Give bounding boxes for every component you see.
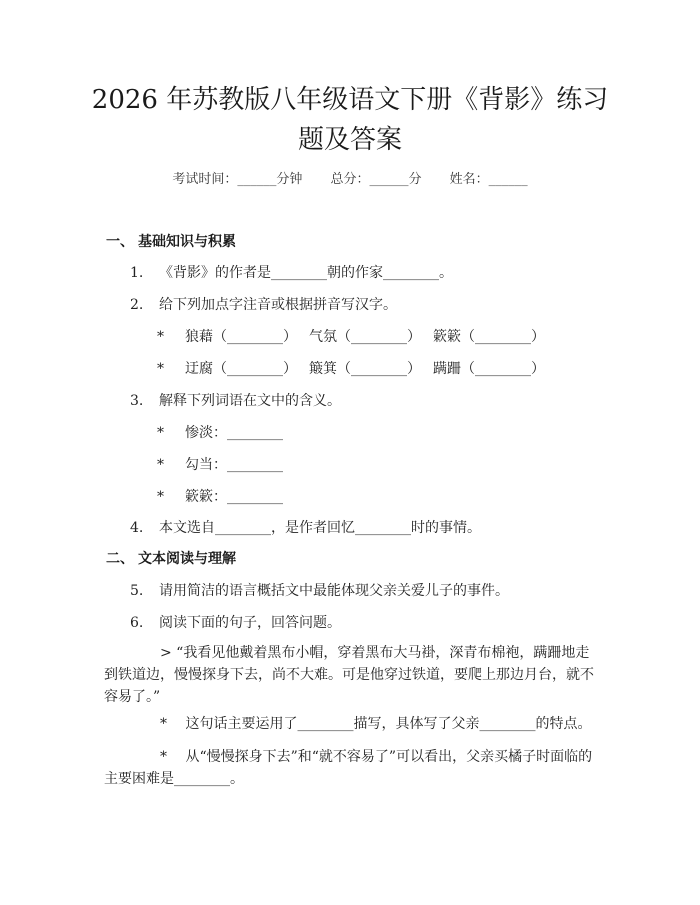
question-3-item-3: * 簌簌：________ (157, 489, 283, 505)
question-2: 2. 给下列加点字注音或根据拼音写汉字。 (130, 297, 397, 313)
section-heading-2: 二、 文本阅读与理解 (106, 551, 236, 567)
exam-time-field: 考试时间：______分钟 (172, 172, 303, 187)
question-4: 4. 本文选自________，是作者回忆________时的事情。 (130, 520, 481, 536)
question-6-quote: > “我看见他戴着黑布小帽，穿着黑布大马褂，深青布棉袍，蹒跚地走到铁道边，慢慢探身下去，尚不大难。可是他穿过铁道，要爬上那边月台，就不容易了。” (104, 645, 594, 705)
question-2-row-1: * 狼藉（________） 气氛（________） 簌簌（________） (157, 329, 545, 345)
question-6-sub-1: * 这句话主要运用了________描写，具体写了父亲________的特点。 (160, 716, 592, 732)
question-3: 3. 解释下列词语在文中的含义。 (130, 393, 341, 409)
question-1: 1. 《背影》的作者是________朝的作家________。 (130, 265, 453, 281)
total-score-field: 总分：______分 (330, 172, 422, 187)
question-6: 6. 阅读下面的句子，回答问题。 (130, 615, 341, 631)
page-title: 2026 年苏教版八年级语文下册《背影》练习题及答案 (91, 85, 609, 155)
question-2-row-2: * 迂腐（________） 簸箕（________） 蹒跚（________） (157, 361, 545, 377)
question-5: 5. 请用简洁的语言概括文中最能体现父亲关爱儿子的事件。 (130, 583, 509, 599)
question-6-sub-2: * 从“慢慢探身下去”和“就不容易了”可以看出，父亲买橘子时面临的主要困难是________。 (104, 749, 593, 787)
student-name-field: 姓名：______ (449, 172, 528, 187)
question-3-item-2: * 勾当：________ (157, 457, 283, 473)
question-3-item-1: * 惨淡：________ (157, 425, 283, 441)
exam-meta (0, 168, 700, 187)
section-heading-1: 一、 基础知识与积累 (106, 234, 236, 250)
